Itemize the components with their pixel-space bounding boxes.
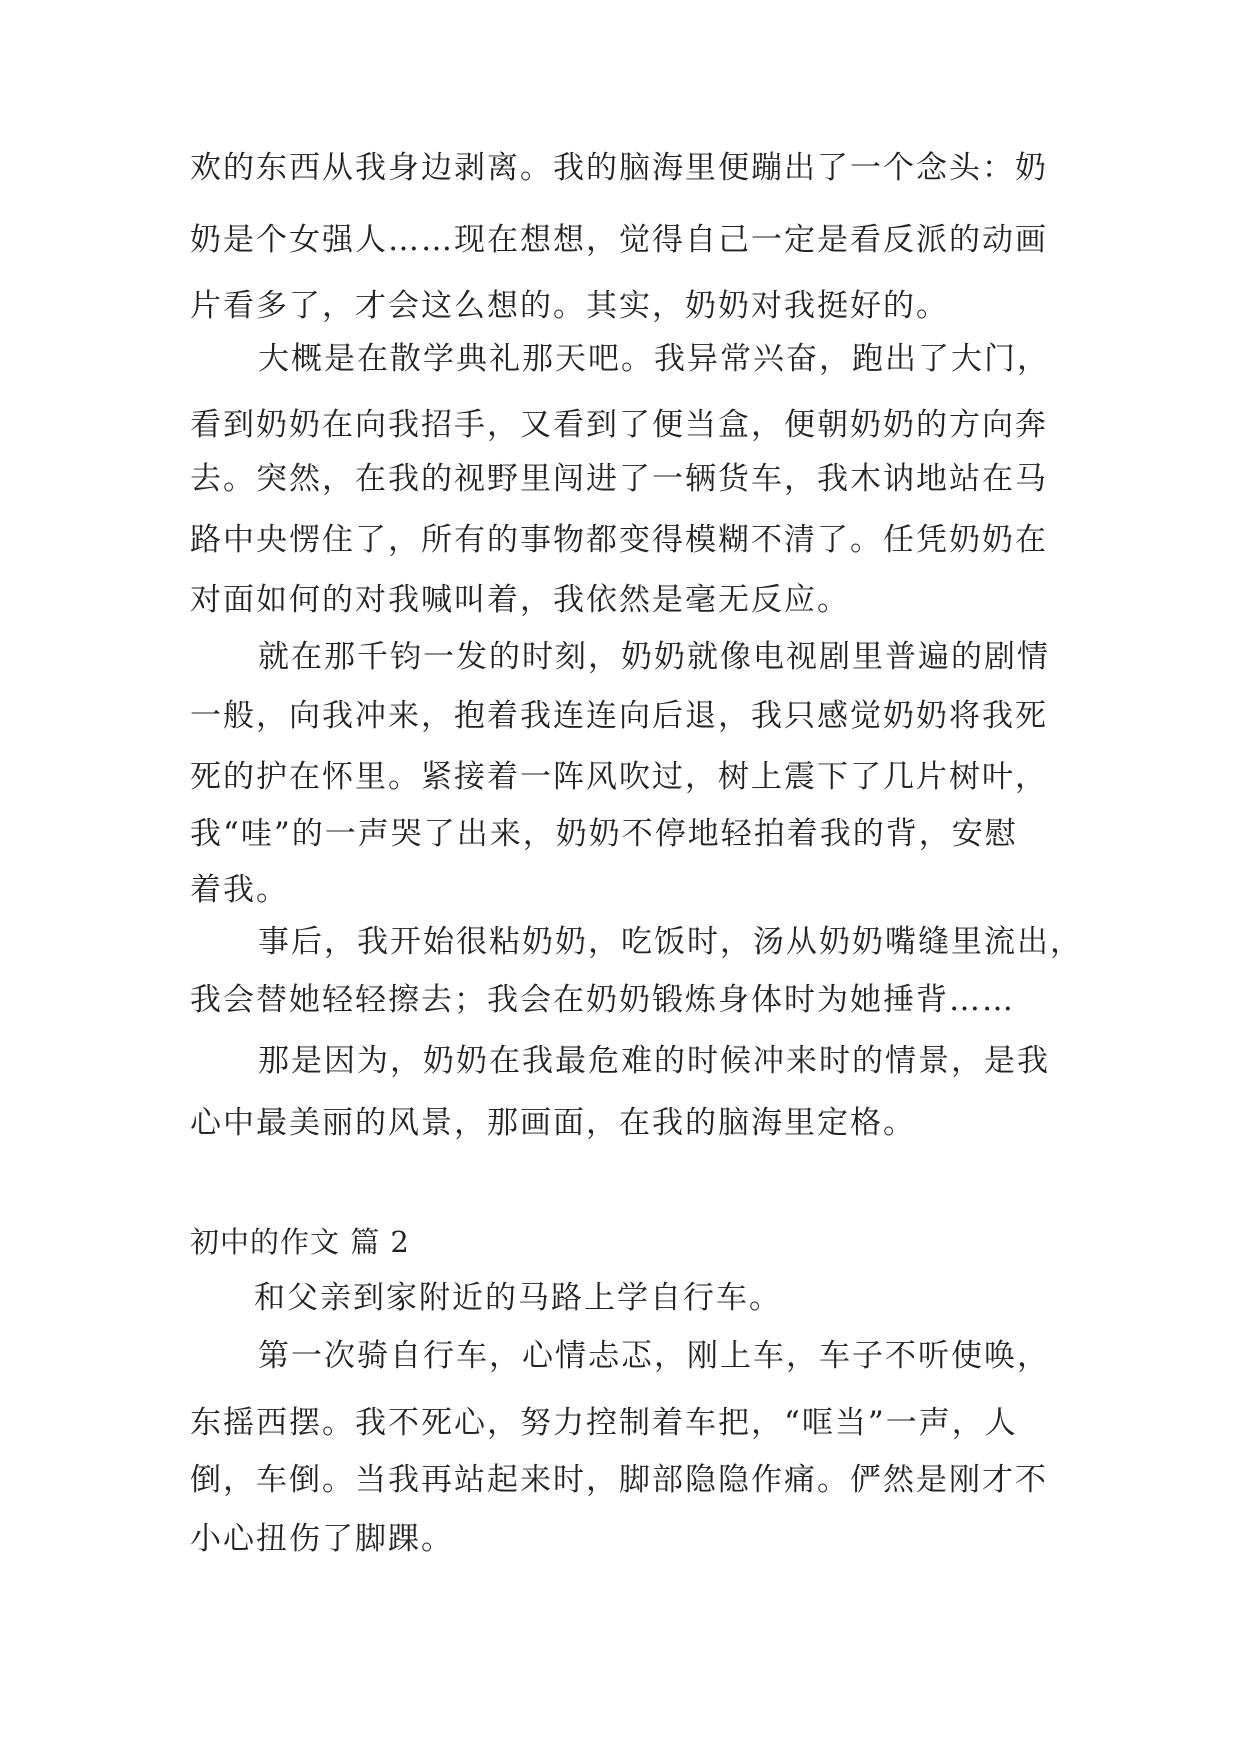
text-line: 死的护在怀里。紧接着一阵风吹过，树上震下了几片树叶， <box>190 759 1048 795</box>
text-line: 心中最美丽的风景，那画面，在我的脑海里定格。 <box>190 1105 916 1141</box>
text-line: 看到奶奶在向我招手，又看到了便当盒，便朝奶奶的方向奔 <box>190 407 1048 443</box>
text-line: 欢的东西从我身边剥离。我的脑海里便蹦出了一个念头：奶 <box>190 150 1048 186</box>
text-line: 路中央愣住了，所有的事物都变得模糊不清了。任凭奶奶在 <box>190 522 1048 558</box>
text-line: 东摇西摆。我不死心，努力控制着车把，“哐当”一声，人 <box>190 1405 1018 1441</box>
text-line: 第一次骑自行车，心情忐忑，刚上车，车子不听使唤， <box>258 1338 1050 1374</box>
section-title: 初中的作文 篇 2 <box>190 1225 410 1259</box>
text-line: 着我。 <box>190 872 289 908</box>
text-line: 事后，我开始很粘奶奶，吃饭时，汤从奶奶嘴缝里流出， <box>258 924 1083 960</box>
text-line: 我“哇”的一声哭了出来，奶奶不停地轻拍着我的背，安慰 <box>190 816 1018 852</box>
text-line: 片看多了，才会这么想的。其实，奶奶对我挺好的。 <box>190 288 949 324</box>
text-line: 奶是个女强人……现在想想，觉得自己一定是看反派的动画 <box>190 222 1048 258</box>
text-line: 一般，向我冲来，抱着我连连向后退，我只感觉奶奶将我死 <box>190 698 1048 734</box>
text-line: 对面如何的对我喊叫着，我依然是毫无反应。 <box>190 582 850 618</box>
text-line: 那是因为，奶奶在我最危难的时候冲来时的情景，是我 <box>258 1043 1050 1079</box>
text-line: 倒，车倒。当我再站起来时，脚部隐隐作痛。俨然是刚才不 <box>190 1462 1048 1498</box>
text-line: 小心扭伤了脚踝。 <box>190 1521 454 1557</box>
text-line: 我会替她轻轻擦去；我会在奶奶锻炼身体时为她捶背…… <box>190 982 1015 1018</box>
text-line: 去。突然，在我的视野里闯进了一辆货车，我木讷地站在马 <box>190 461 1048 497</box>
text-line: 大概是在散学典礼那天吧。我异常兴奋，跑出了大门， <box>258 341 1050 377</box>
text-line: 就在那千钧一发的时刻，奶奶就像电视剧里普遍的剧情 <box>258 639 1050 675</box>
text-line: 和父亲到家附近的马路上学自行车。 <box>254 1280 782 1316</box>
